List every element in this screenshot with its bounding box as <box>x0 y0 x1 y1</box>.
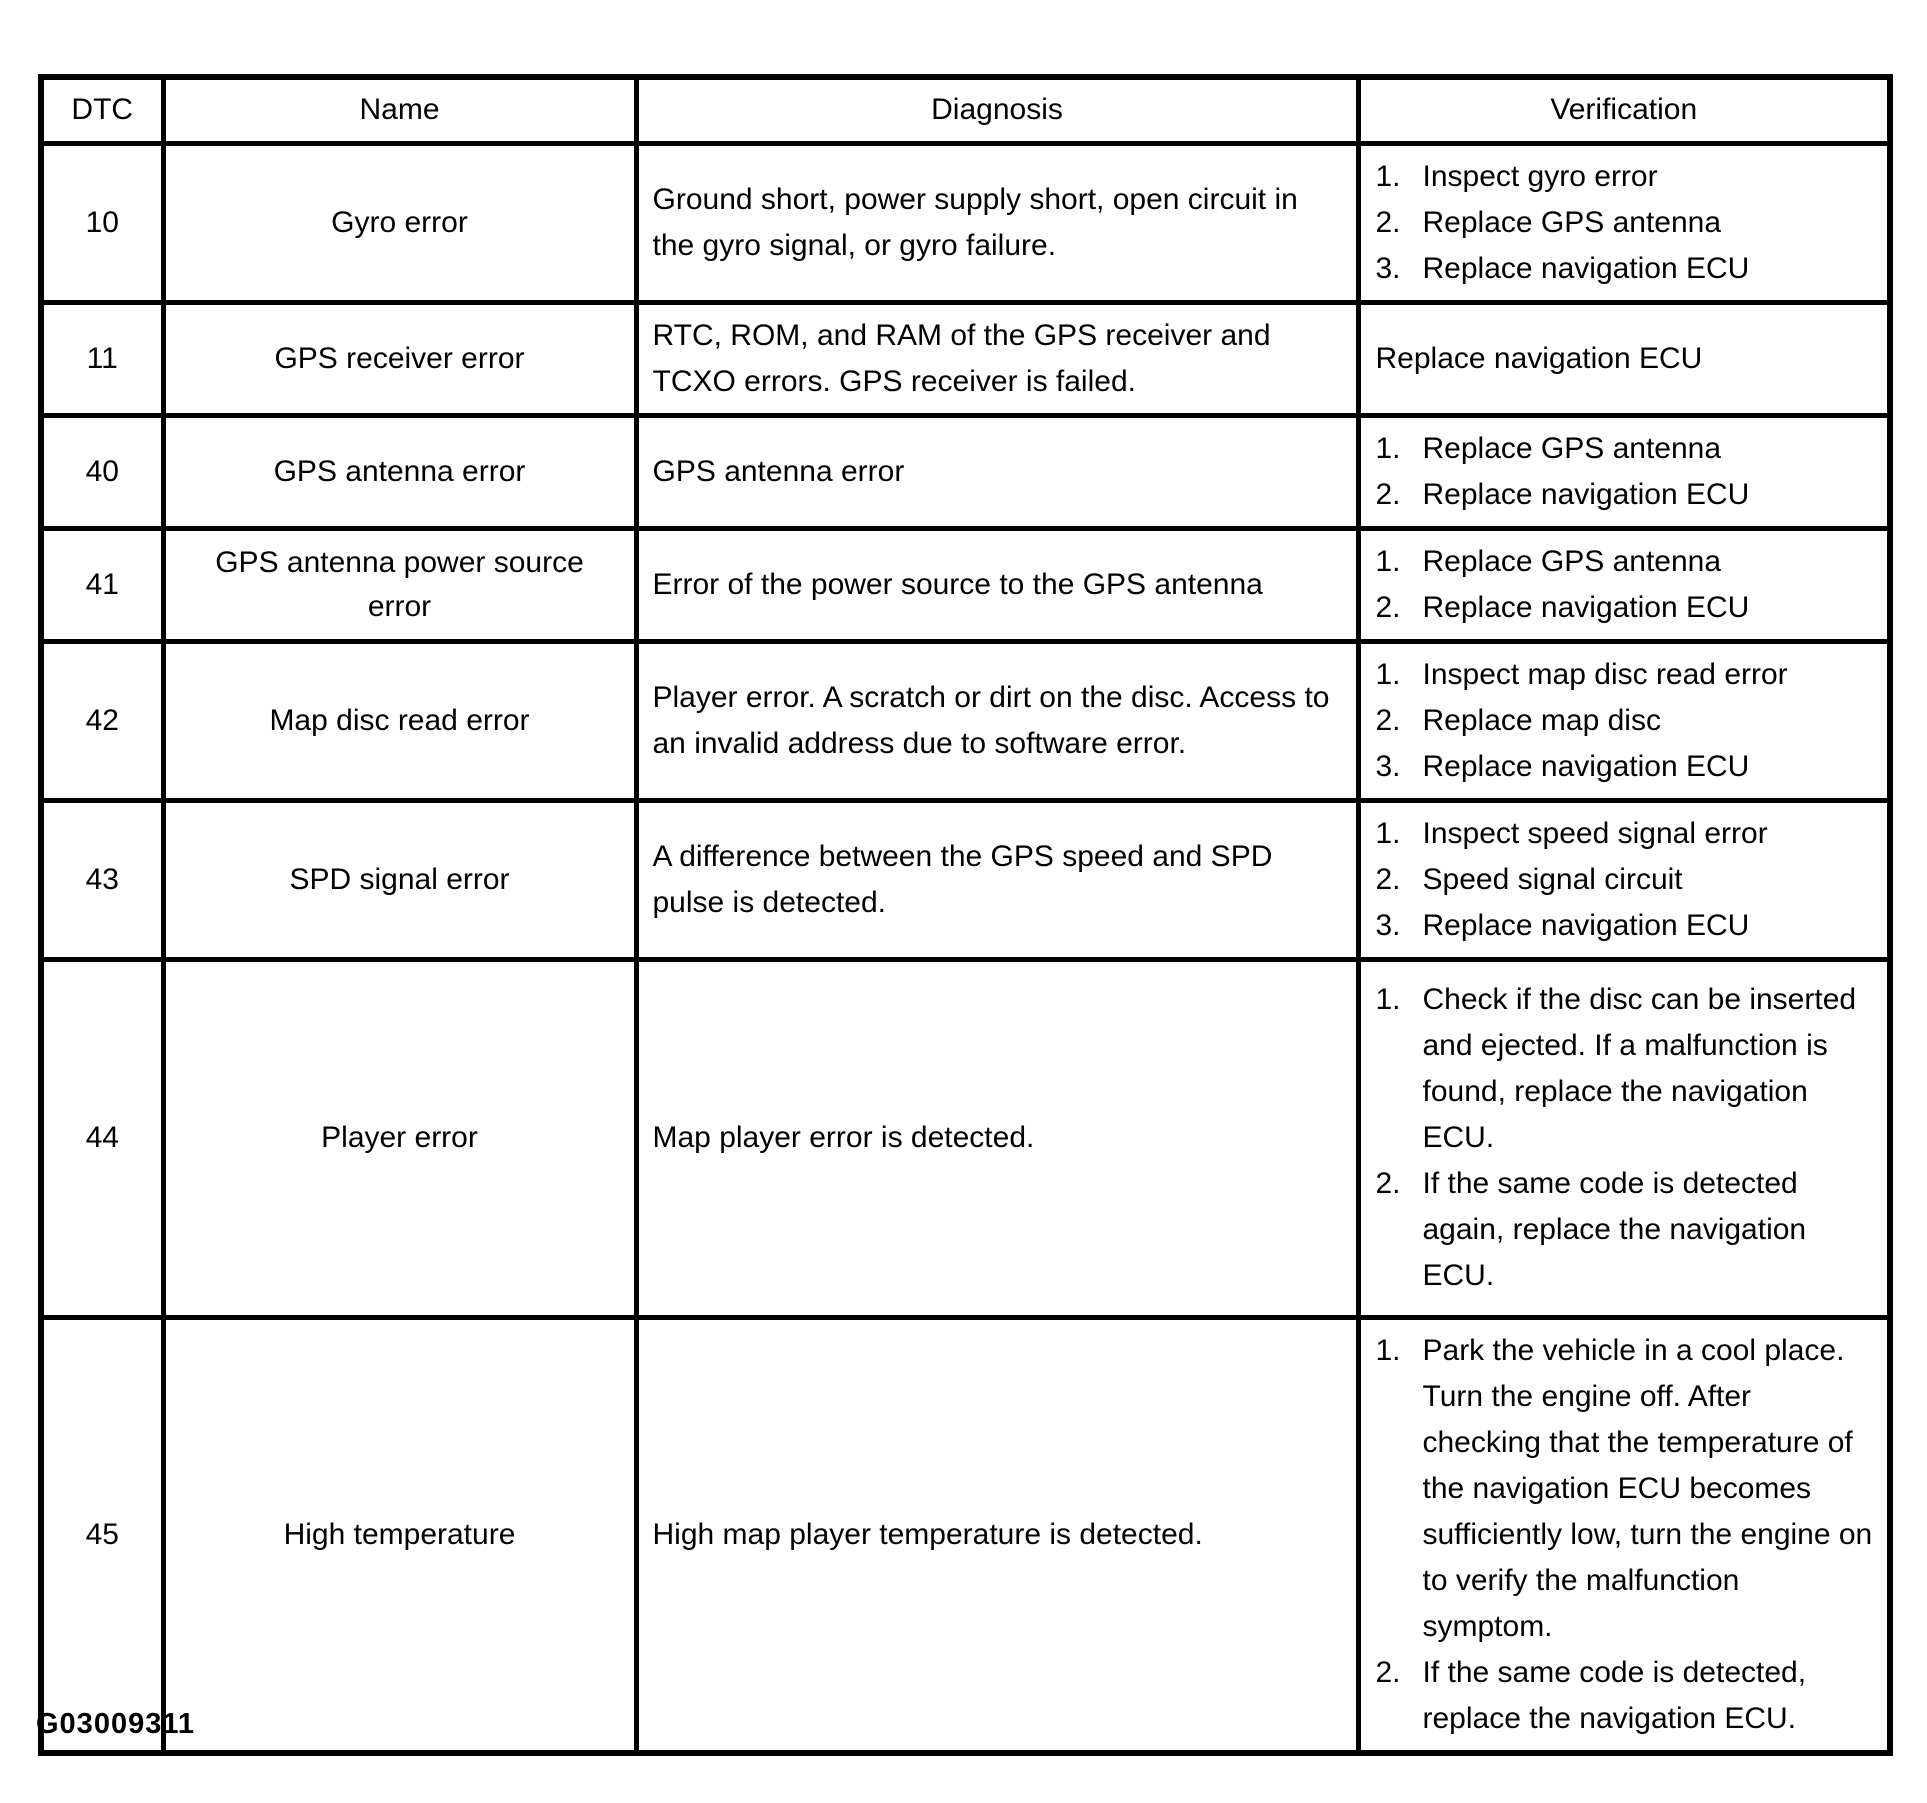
verification-item <box>1376 1328 1878 1650</box>
list-number: 1. <box>1375 544 1401 578</box>
name-cell: Map disc read error <box>163 641 636 800</box>
verification-cell <box>1358 1317 1890 1753</box>
verification-item <box>1376 698 1878 744</box>
verification-cell <box>1358 641 1890 800</box>
verification-item <box>1376 200 1878 246</box>
verification-text: Speed signal circuit <box>1422 862 1683 896</box>
dtc-cell: 40 <box>41 415 163 528</box>
verification-item <box>1376 539 1878 585</box>
verification-text: Replace navigation ECU <box>1422 477 1750 511</box>
diagnosis-cell: Player error. A scratch or dirt on the disc. Access to an invalid address due to software error. <box>636 641 1358 800</box>
diagnosis-cell: A difference between the GPS speed and SPD pulse is detected. <box>636 800 1358 959</box>
verification-text: Replace map disc <box>1422 703 1661 737</box>
header-verification: Verification <box>1358 77 1890 143</box>
verification-text: Replace navigation ECU <box>1422 749 1750 783</box>
list-number: 1. <box>1375 657 1401 691</box>
verification-cell <box>1358 800 1890 959</box>
list-number: 1. <box>1375 983 1401 1016</box>
verification-text: Inspect gyro error <box>1422 159 1658 193</box>
table-row-dtc-40 <box>41 415 1890 528</box>
verification-item <box>1376 472 1878 518</box>
dtc-cell: 45 <box>41 1317 163 1753</box>
verification-text: Replace GPS antenna <box>1422 431 1722 465</box>
list-number: 2. <box>1375 205 1401 239</box>
verification-item <box>1376 652 1878 698</box>
header-dtc: DTC <box>41 77 163 143</box>
diagnosis-cell: High map player temperature is detected. <box>636 1317 1358 1753</box>
verification-text: Replace navigation ECU <box>1375 341 1703 375</box>
list-number: 2. <box>1375 477 1401 511</box>
verification-text: Replace navigation ECU <box>1422 908 1750 942</box>
figure-code: G03009311 <box>36 1708 195 1740</box>
list-number: 1. <box>1375 816 1401 850</box>
list-number: 1. <box>1375 1333 1401 1367</box>
list-number: 3. <box>1375 908 1401 942</box>
verification-item <box>1376 811 1878 857</box>
dtc-cell: 41 <box>41 528 163 641</box>
verification-item <box>1376 1650 1878 1742</box>
diagnosis-cell: RTC, ROM, and RAM of the GPS receiver and TCXO errors. GPS receiver is failed. <box>636 302 1358 415</box>
name-cell: SPD signal error <box>163 800 636 959</box>
verification-text: If the same code is detected again, replace the navigation ECU. <box>1422 1167 1807 1292</box>
list-number: 2. <box>1375 703 1401 737</box>
dtc-cell: 11 <box>41 302 163 415</box>
dtc-diagnostic-table <box>38 74 1893 1756</box>
name-cell: Gyro error <box>163 143 636 302</box>
diagnosis-cell: GPS antenna error <box>636 415 1358 528</box>
name-cell: GPS antenna error <box>163 415 636 528</box>
list-number: 2. <box>1375 862 1401 896</box>
header-name: Name <box>163 77 636 143</box>
header-diagnosis: Diagnosis <box>636 77 1358 143</box>
dtc-cell: 43 <box>41 800 163 959</box>
verification-text: Replace navigation ECU <box>1422 590 1750 624</box>
diagnosis-cell: Map player error is detected. <box>636 959 1358 1317</box>
verification-text: Inspect speed signal error <box>1422 816 1768 850</box>
table-row-dtc-45 <box>41 1317 1890 1753</box>
dtc-cell: 42 <box>41 641 163 800</box>
list-number: 3. <box>1375 749 1401 783</box>
verification-text: Replace navigation ECU <box>1422 251 1750 285</box>
verification-item <box>1376 857 1878 903</box>
table-header-row <box>41 77 1890 143</box>
verification-cell <box>1358 415 1890 528</box>
list-number: 3. <box>1375 251 1401 285</box>
name-cell: GPS receiver error <box>163 302 636 415</box>
list-number: 2. <box>1375 1167 1401 1200</box>
verification-item <box>1376 585 1878 631</box>
verification-item <box>1376 903 1878 949</box>
name-cell: GPS antenna power source error <box>163 528 636 641</box>
table-row-dtc-44 <box>41 959 1890 1317</box>
verification-cell <box>1358 959 1890 1317</box>
verification-text: Check if the disc can be inserted and ejected. If a malfunction is found, replace the navigation ECU. <box>1422 983 1857 1154</box>
dtc-cell: 44 <box>41 959 163 1317</box>
name-cell: High temperature <box>163 1317 636 1753</box>
table-row-dtc-11 <box>41 302 1890 415</box>
table-row-dtc-10 <box>41 143 1890 302</box>
verification-text: Replace GPS antenna <box>1422 205 1722 239</box>
verification-cell <box>1358 302 1890 415</box>
list-number: 1. <box>1375 431 1401 465</box>
verification-item <box>1376 744 1878 790</box>
table-row-dtc-42 <box>41 641 1890 800</box>
verification-text: Inspect map disc read error <box>1422 657 1788 691</box>
list-number: 2. <box>1375 1655 1401 1689</box>
table-row-dtc-41 <box>41 528 1890 641</box>
list-number: 1. <box>1375 159 1401 193</box>
table-row-dtc-43 <box>41 800 1890 959</box>
diagnosis-cell: Ground short, power supply short, open circuit in the gyro signal, or gyro failure. <box>636 143 1358 302</box>
verification-item <box>1376 426 1878 472</box>
verification-text: Replace GPS antenna <box>1422 544 1722 578</box>
verification-item <box>1376 977 1878 1161</box>
diagnosis-cell: Error of the power source to the GPS antenna <box>636 528 1358 641</box>
dtc-cell: 10 <box>41 143 163 302</box>
verification-cell <box>1358 143 1890 302</box>
verification-item <box>1376 246 1878 292</box>
verification-text: If the same code is detected, replace the navigation ECU. <box>1422 1655 1807 1735</box>
verification-item <box>1376 1161 1878 1299</box>
name-cell: Player error <box>163 959 636 1317</box>
verification-text: Park the vehicle in a cool place. Turn the engine off. After checking that the temperature of the navigation ECU becomes sufficiently low, turn the engine on to verify the malfunction symptom. <box>1422 1333 1873 1643</box>
list-number: 2. <box>1375 590 1401 624</box>
verification-item <box>1376 154 1878 200</box>
verification-cell <box>1358 528 1890 641</box>
